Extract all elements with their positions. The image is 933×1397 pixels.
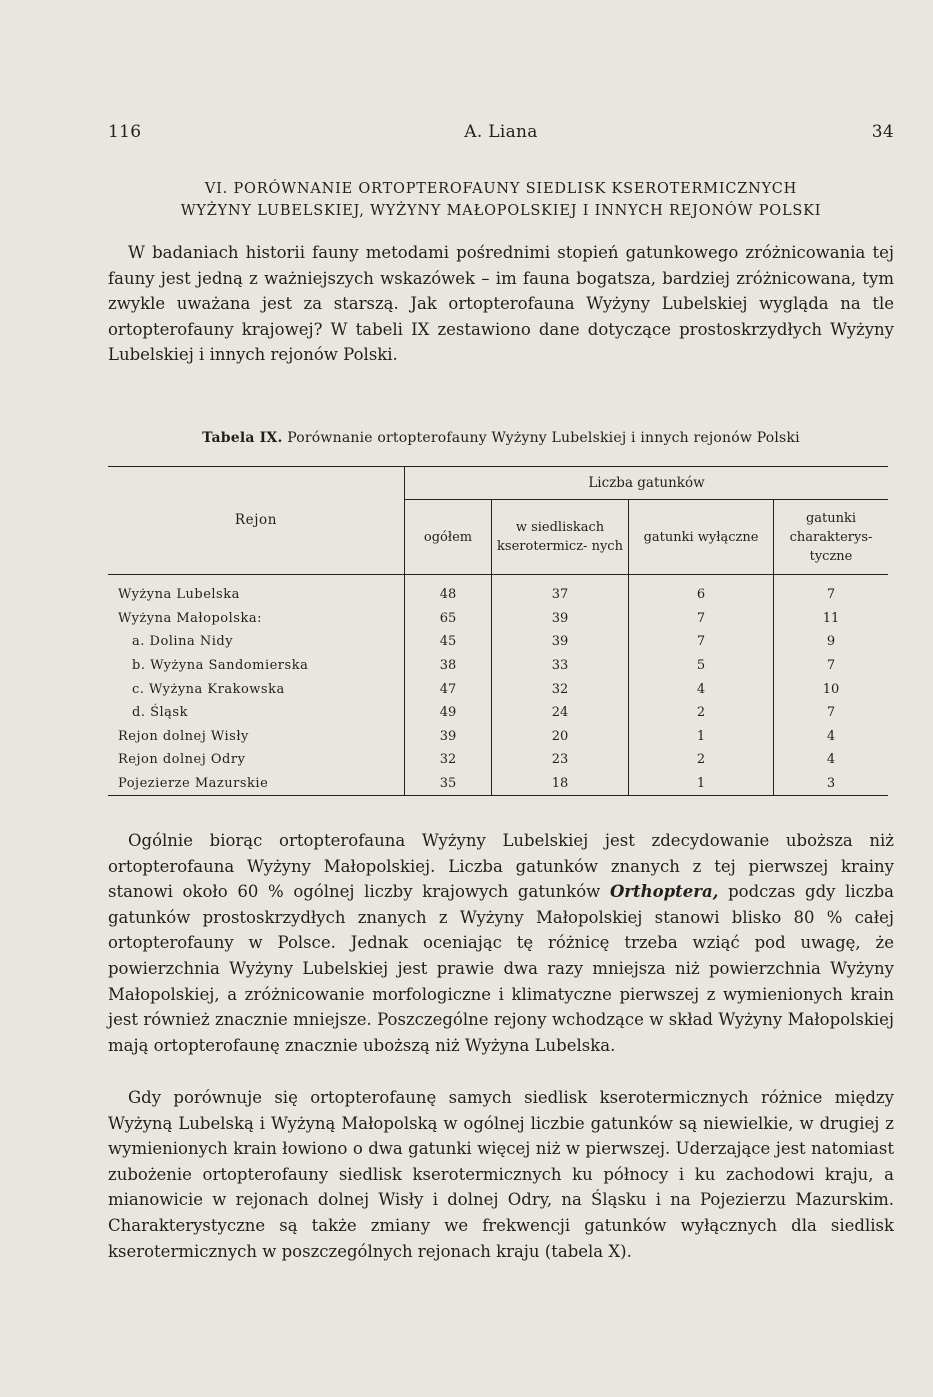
value-cell: 24 [492, 701, 629, 725]
table-row [108, 575, 888, 607]
value-cell: 65 [405, 607, 492, 631]
section-heading-line-1: VI. PORÓWNANIE ORTOPTEROFAUNY SIEDLISK KSEROTERMICZNYCH [204, 181, 798, 197]
page-number-right: 34 [871, 122, 894, 142]
value-cell: 6 [629, 575, 774, 607]
value-cell: 23 [492, 748, 629, 772]
value-cell: 47 [405, 677, 492, 701]
table-row [108, 748, 888, 772]
value-cell: 4 [774, 748, 889, 772]
column-header-characteristic: gatunki charakterys- tyczne [774, 500, 889, 575]
value-cell: 2 [629, 701, 774, 725]
paragraph-2-part-2: podczas gdy liczba gatunków prostoskrzydłych znanych z Wyżyny Małopolskiej stanowi blisko 80 % całej ortopterofauny w Polsce. Jednak oceniając tę różnicę trzeba wziąć pod uwagę, że powierzchnia Wyżyny Lubelskiej jest prawie dwa razy mniejsza niż powierzchnia Wyżyny Małopolskiej, a zróżnicowanie morfologiczne i klimatyczne pierwszej z wymienionych krain jest również znacznie mniejsze. Poszczególne rejony wchodzące w skład Wyżyny Małopolskiej mają ortopterofaunę znacznie uboższą niż Wyżyna Lubelska. [108, 882, 895, 1055]
value-cell: 7 [774, 575, 889, 607]
value-cell: 37 [492, 575, 629, 607]
section-heading [108, 178, 894, 222]
region-cell: a. Dolina Nidy [132, 634, 234, 650]
column-group-header: Liczba gatunków [405, 467, 889, 500]
table-caption-label: Tabela IX. [202, 430, 283, 446]
page-number-left: 116 [108, 122, 142, 142]
paragraph-2-part-1: Ogólnie biorąc ortopterofauna Wyżyny Lubelskiej jest zdecydowanie uboższa niż ortopterofauna Wyżyny Małopolskiej. Liczba gatunków znanych z tej pierwszej krainy stanowi około 60 % ogólnej liczby krajowych gatunków [108, 831, 894, 902]
value-cell: 2 [629, 748, 774, 772]
column-header-exclusive: gatunki wyłączne [629, 500, 774, 575]
value-cell: 33 [492, 654, 629, 678]
value-cell: 11 [774, 607, 889, 631]
value-cell: 4 [774, 725, 889, 749]
value-cell: 10 [774, 677, 889, 701]
region-cell: b. Wyżyna Sandomierska [132, 658, 309, 674]
table-caption [108, 430, 894, 446]
value-cell: 7 [774, 701, 889, 725]
value-cell: 39 [492, 630, 629, 654]
section-heading-line-2: WYŻYNY LUBELSKIEJ, WYŻYNY MAŁOPOLSKIEJ I INNYCH REJONÓW POLSKI [180, 203, 822, 219]
region-cell: Wyżyna Lubelska [118, 587, 240, 603]
value-cell: 18 [492, 772, 629, 796]
column-header-xerothermic: w siedliskach kserotermicz- nych [492, 500, 629, 575]
region-cell: Pojezierze Mazurskie [108, 772, 405, 796]
value-cell: 32 [492, 677, 629, 701]
region-cell: Rejon dolnej Wisły [118, 728, 249, 744]
table-row [108, 725, 888, 749]
value-cell: 7 [629, 630, 774, 654]
table-row [108, 607, 888, 631]
value-cell: 39 [405, 725, 492, 749]
value-cell: 32 [405, 748, 492, 772]
table-caption-text: Porównanie ortopterofauny Wyżyny Lubelskiej i innych rejonów Polski [287, 430, 800, 446]
value-cell: 1 [629, 725, 774, 749]
paragraph-2 [108, 828, 894, 1058]
value-cell: 20 [492, 725, 629, 749]
table-row [108, 630, 888, 654]
comparison-table [108, 466, 888, 796]
region-cell: c. Wyżyna Krakowska [132, 681, 285, 697]
region-cell: d. Śląsk [132, 705, 188, 721]
paragraph-3: Gdy porównuje się ortopterofaunę samych siedlisk kserotermicznych różnice między Wyżyną Lubelską i Wyżyną Małopolską w ogólnej liczbie gatunków są niewielkie, w drugiej z wymienionych krain łowiono o dwa gatunki więcej niż w pierwszej. Uderzające jest natomiast zubożenie ortopterofauny siedlisk kserotermicznych ku północy i ku zachodowi kraju, a mianowicie w rejonach dolnej Wisły i dolnej Odry, na Śląsku i na Pojezierzu Mazurskim. Charakterystyczne są także zmiany we frekwencji gatunków wyłącznych dla siedlisk kserotermicznych w poszczególnych rejonach kraju (tabela X). [108, 1088, 894, 1261]
column-header-region: Rejon [108, 467, 405, 575]
value-cell: 39 [492, 607, 629, 631]
running-head-author: A. Liana [464, 122, 538, 142]
value-cell: 45 [405, 630, 492, 654]
table-row [108, 654, 888, 678]
column-header-total: ogółem [405, 500, 492, 575]
region-cell: Wyżyna Małopolska: [118, 610, 262, 626]
value-cell: 5 [629, 654, 774, 678]
value-cell: 7 [629, 607, 774, 631]
value-cell: 3 [774, 772, 889, 796]
value-cell: 48 [405, 575, 492, 607]
table-row [108, 677, 888, 701]
taxon-name: Orthoptera, [609, 882, 719, 902]
region-cell: Rejon dolnej Odry [118, 752, 246, 768]
table-row [108, 701, 888, 725]
value-cell: 4 [629, 677, 774, 701]
table-row [108, 772, 888, 796]
value-cell: 38 [405, 654, 492, 678]
value-cell: 35 [405, 772, 492, 796]
running-head [108, 122, 894, 146]
table-body [108, 575, 888, 796]
value-cell: 9 [774, 630, 889, 654]
intro-paragraph: W badaniach historii fauny metodami pośrednimi stopień gatunkowego zróżnicowania tej fauny jest jedną z ważniejszych wskazówek – im fauna bogatsza, bardziej zróżnicowana, tym zwykle uważana jest za starszą. Jak ortopterofauna Wyżyny Lubelskiej wygląda na tle ortopterofauny krajowej? W tabeli IX zestawiono dane dotyczące prostoskrzydłych Wyżyny Lubelskiej i innych rejonów Polski. [108, 243, 894, 365]
value-cell: 1 [629, 772, 774, 796]
value-cell: 49 [405, 701, 492, 725]
value-cell: 7 [774, 654, 889, 678]
